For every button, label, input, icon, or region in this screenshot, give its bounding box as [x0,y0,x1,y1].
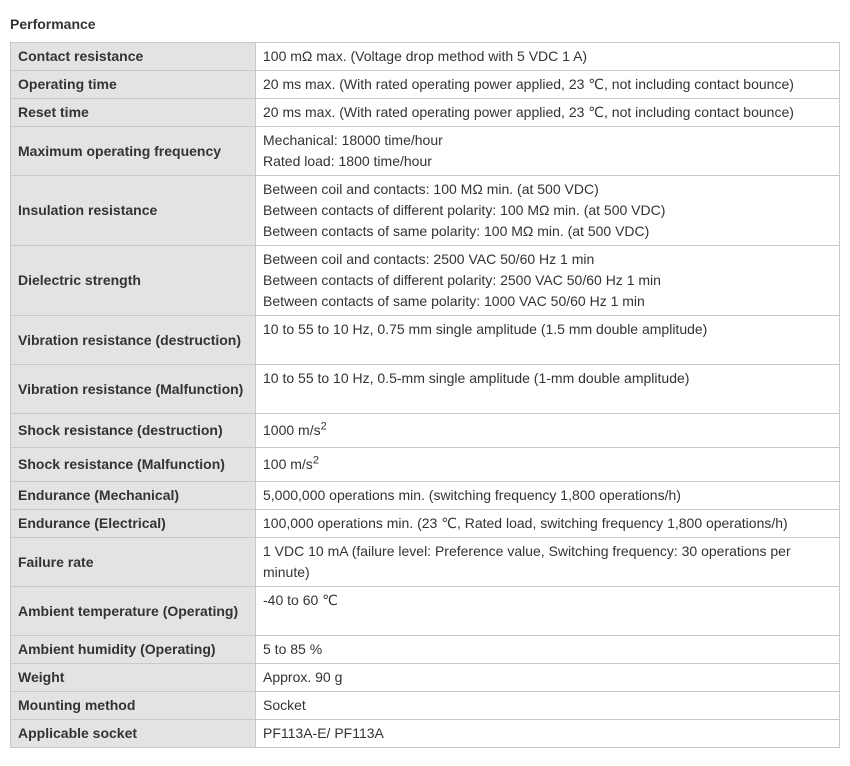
table-row [11,365,840,414]
row-label: Mounting method [11,692,256,720]
row-value: 1000 $m/s^2$ [256,414,840,448]
table-row [11,448,840,482]
performance-table [10,42,840,748]
row-label: Weight [11,664,256,692]
row-label: Vibration resistance (destruction) [11,316,256,365]
row-label: Endurance (Mechanical) [11,482,256,510]
table-row [11,71,840,99]
table-row [11,176,840,246]
row-label: Reset time [11,99,256,127]
row-value: Between coil and contacts: 2500 VAC 50/60 Hz 1 min Between contacts of different polarity: 2500 VAC 50/60 Hz 1 min Between contacts of same polarity: 1000 VAC 50/60 Hz 1 min [256,246,840,316]
table-row [11,636,840,664]
row-label: Applicable socket [11,720,256,748]
table-row [11,127,840,176]
row-value: 20 ms max. (With rated operating power applied, 23 ℃, not including contact bounce) [256,71,840,99]
row-label: Ambient temperature (Operating) [11,587,256,636]
row-label: Endurance (Electrical) [11,510,256,538]
row-label: Failure rate [11,538,256,587]
row-value: Between coil and contacts: 100 MΩ min. (at 500 VDC) Between contacts of different polarity: 100 MΩ min. (at 500 VDC) Between contacts of same polarity: 100 MΩ min. (at 500 VDC) [256,176,840,246]
table-row [11,316,840,365]
row-value: 20 ms max. (With rated operating power applied, 23 ℃, not including contact bounce) [256,99,840,127]
row-label: Maximum operating frequency [11,127,256,176]
row-label: Dielectric strength [11,246,256,316]
row-value: 10 to 55 to 10 Hz, 0.75 mm single amplitude (1.5 mm double amplitude) [256,316,840,365]
row-label: Operating time [11,71,256,99]
section-title: Performance [10,16,96,32]
row-label: Shock resistance (Malfunction) [11,448,256,482]
table-row [11,587,840,636]
row-value: -40 to 60 ℃ [256,587,840,636]
row-value: 100,000 operations min. (23 ℃, Rated load, switching frequency 1,800 operations/h) [256,510,840,538]
table-row [11,99,840,127]
row-value: Approx. 90 g [256,664,840,692]
row-value: PF113A-E/ PF113A [256,720,840,748]
row-label: Ambient humidity (Operating) [11,636,256,664]
row-value: 10 to 55 to 10 Hz, 0.5-mm single amplitude (1-mm double amplitude) [256,365,840,414]
row-value: 100 mΩ max. (Voltage drop method with 5 VDC 1 A) [256,43,840,71]
table-row [11,692,840,720]
row-label: Insulation resistance [11,176,256,246]
row-value: 100 $m/s^2$ [256,448,840,482]
table-row [11,414,840,448]
row-label: Shock resistance (destruction) [11,414,256,448]
row-value: Mechanical: 18000 time/hour Rated load: 1800 time/hour [256,127,840,176]
table-row [11,664,840,692]
row-label: Contact resistance [11,43,256,71]
table-row [11,246,840,316]
table-row [11,482,840,510]
row-value: 5,000,000 operations min. (switching frequency 1,800 operations/h) [256,482,840,510]
row-value: 1 VDC 10 mA (failure level: Preference value, Switching frequency: 30 operations per minute) [256,538,840,587]
table-row [11,43,840,71]
table-row [11,510,840,538]
table-row [11,538,840,587]
table-row [11,720,840,748]
row-value: Socket [256,692,840,720]
row-label: Vibration resistance (Malfunction) [11,365,256,414]
row-value: 5 to 85 % [256,636,840,664]
